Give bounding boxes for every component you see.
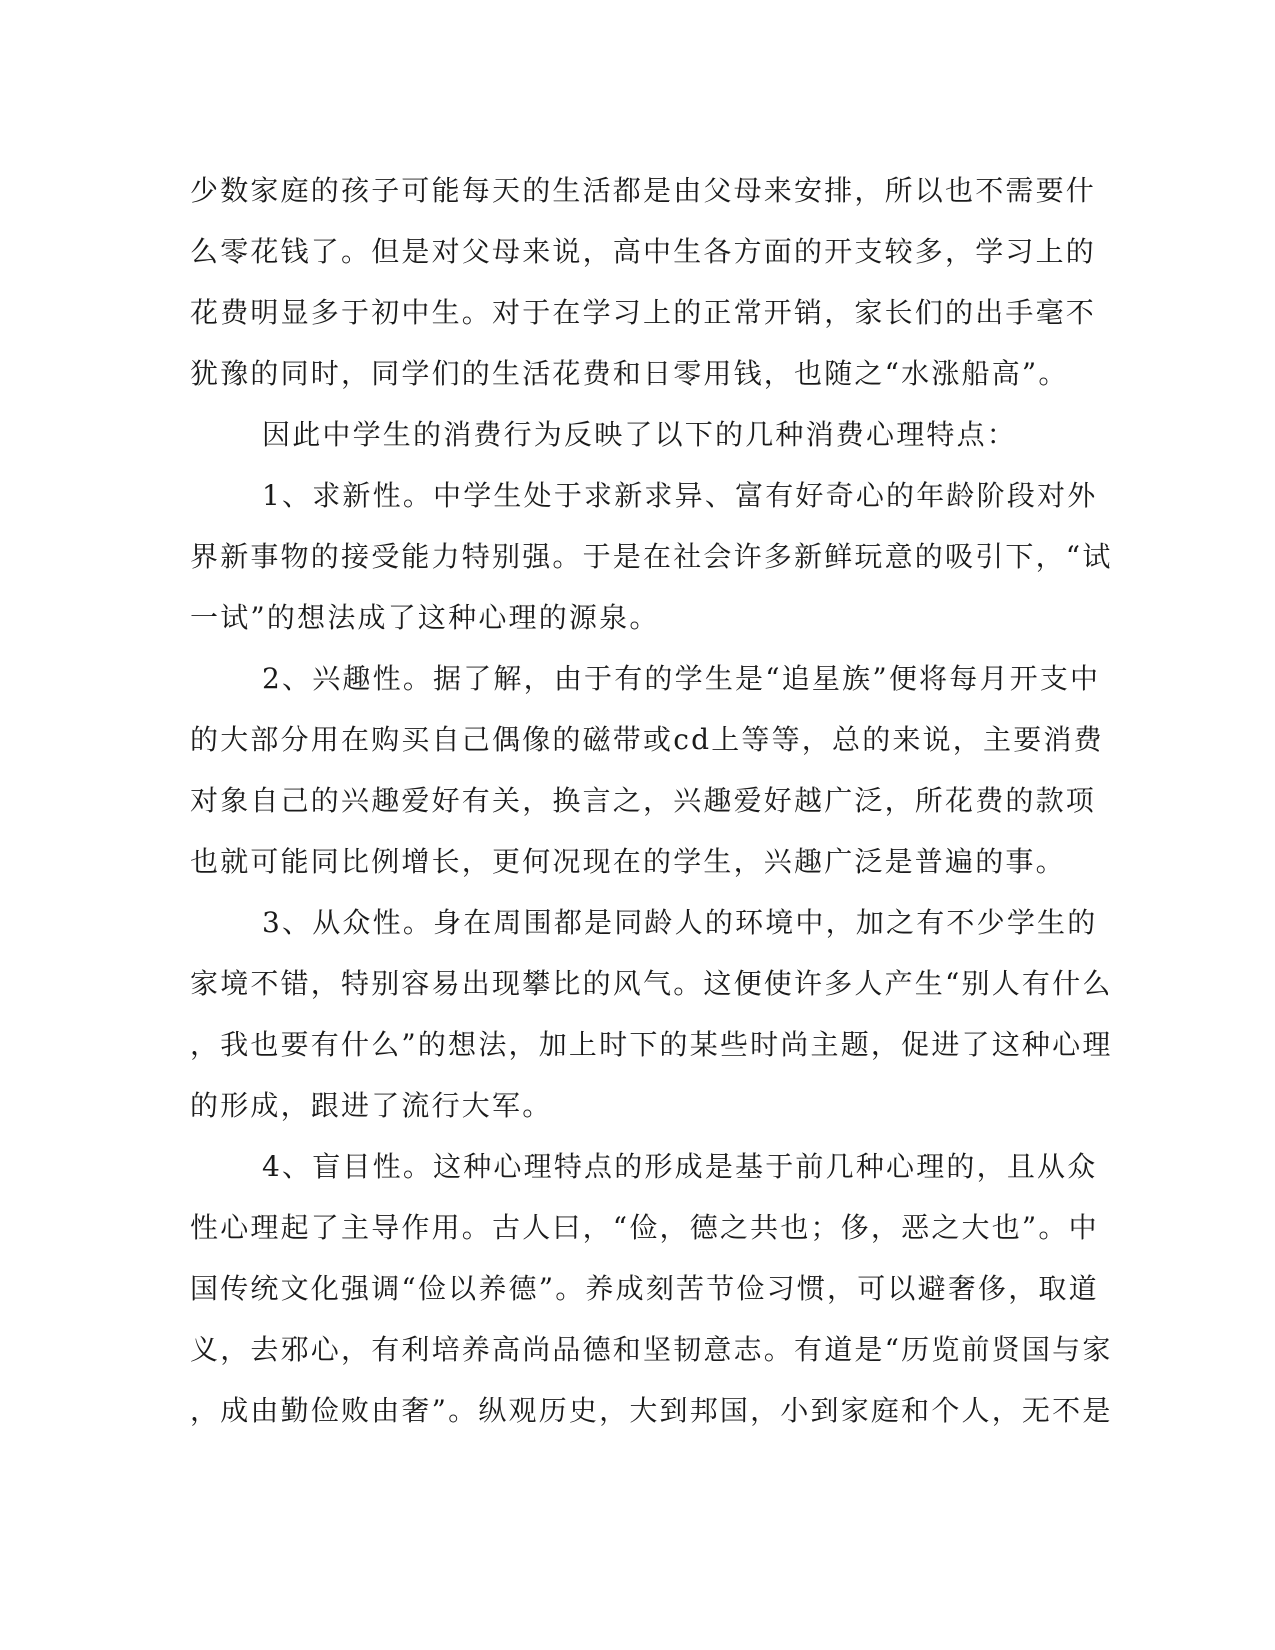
- text-line: 1、求新性。中学生处于求新求异、富有好奇心的年龄阶段对外: [262, 479, 1098, 512]
- text-line: 2、兴趣性。据了解，由于有的学生是“追星族”便将每月开支中: [262, 662, 1101, 695]
- text-line: 犹豫的同时，同学们的生活花费和日零用钱，也随之“水涨船高”。: [190, 357, 1069, 390]
- text-line: 界新事物的接受能力特别强。于是在社会许多新鲜玩意的吸引下，“试: [190, 540, 1113, 573]
- text-line: ，我也要有什么”的想法，加上时下的某些时尚主题，促进了这种心理: [190, 1028, 1113, 1061]
- text-line: 也就可能同比例增长，更何况现在的学生，兴趣广泛是普遍的事。: [190, 845, 1066, 878]
- text-line: ，成由勤俭败由奢”。纵观历史，大到邦国，小到家庭和个人，无不是: [190, 1394, 1113, 1427]
- text-line: 因此中学生的消费行为反映了以下的几种消费心理特点：: [262, 418, 1018, 451]
- text-line: 一试”的想法成了这种心理的源泉。: [190, 601, 660, 634]
- text-line: 4、盲目性。这种心理特点的形成是基于前几种心理的，且从众: [262, 1150, 1098, 1183]
- text-line: 的大部分用在购买自己偶像的磁带或cd上等等，总的来说，主要消费: [190, 723, 1104, 756]
- body-text: [190, 160, 1113, 1441]
- text-line: 性心理起了主导作用。古人曰，“俭，德之共也；侈，恶之大也”。中: [190, 1211, 1099, 1244]
- text-line: 家境不错，特别容易出现攀比的风气。这便使许多人产生“别人有什么: [190, 967, 1113, 1000]
- text-line: 国传统文化强调“俭以养德”。养成刻苦节俭习惯，可以避奢侈，取道: [190, 1272, 1099, 1305]
- text-line: 少数家庭的孩子可能每天的生活都是由父母来安排，所以也不需要什: [190, 174, 1097, 207]
- text-line: 么零花钱了。但是对父母来说，高中生各方面的开支较多，学习上的: [190, 235, 1097, 268]
- text-line: 的形成，跟进了流行大军。: [190, 1089, 553, 1122]
- text-line: 义，去邪心，有利培养高尚品德和坚韧意志。有道是“历览前贤国与家: [190, 1333, 1113, 1366]
- text-line: 对象自己的兴趣爱好有关，换言之，兴趣爱好越广泛，所花费的款项: [190, 784, 1097, 817]
- text-line: 花费明显多于初中生。对于在学习上的正常开销，家长们的出手毫不: [190, 296, 1097, 329]
- text-line: 3、从众性。身在周围都是同龄人的环境中，加之有不少学生的: [262, 906, 1098, 939]
